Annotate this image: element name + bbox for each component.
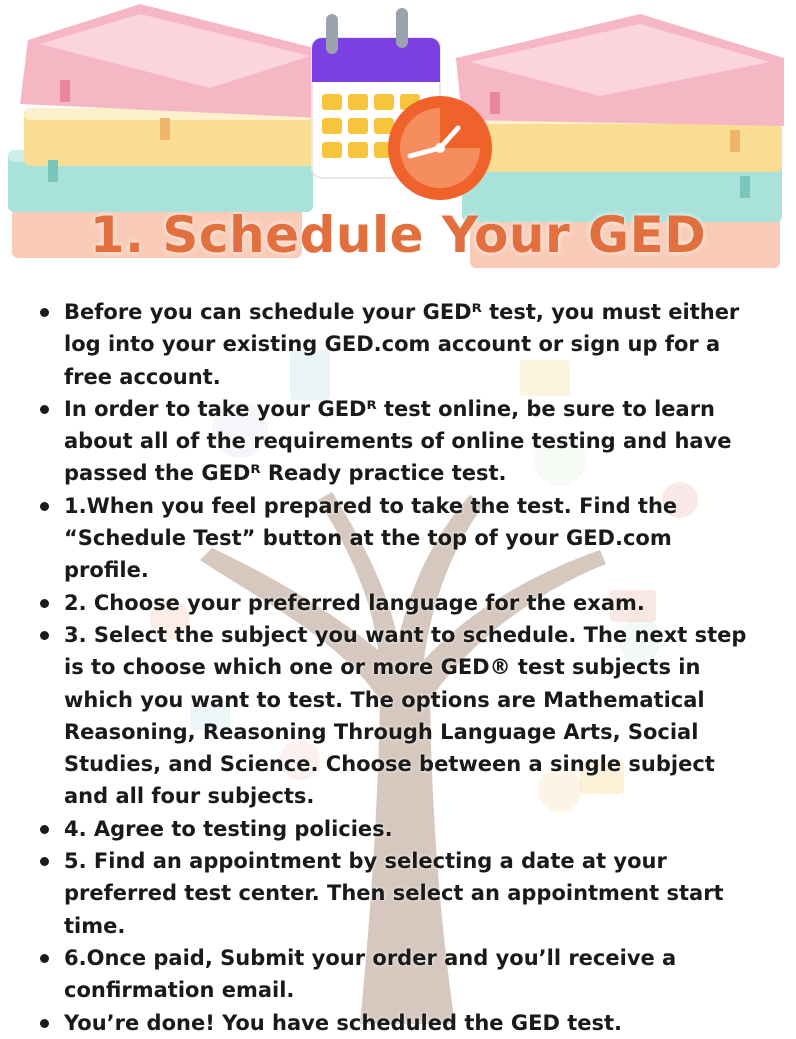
- page-title: 1. Schedule Your GED: [89, 206, 707, 264]
- list-item: In order to take your GEDᴿ test online, be sure to learn about all of the requirements of online testing and have passed the GEDᴿ Ready practice test.: [34, 393, 754, 490]
- bullet-icon: [40, 308, 49, 317]
- list-item: Before you can schedule your GEDᴿ test, you must either log into your existing GED.com account or sign up for a free account.: [34, 296, 754, 393]
- bullet-icon: [40, 631, 49, 640]
- bullet-icon: [40, 599, 49, 608]
- steps-list: [34, 296, 754, 1039]
- bullet-icon: [40, 1019, 49, 1028]
- bullet-icon: [40, 502, 49, 511]
- bullet-icon: [40, 405, 49, 414]
- list-item: 1.When you feel prepared to take the test. Find the “Schedule Test” button at the top of your GED.com profile.: [34, 490, 754, 587]
- list-item: 2. Choose your preferred language for the exam.: [34, 587, 754, 619]
- bullet-icon: [40, 857, 49, 866]
- bullet-icon: [40, 954, 49, 963]
- list-item: 4. Agree to testing policies.: [34, 813, 754, 845]
- clock-icon: [388, 96, 492, 200]
- bullet-icon: [40, 825, 49, 834]
- list-item: You’re done! You have scheduled the GED test.: [34, 1007, 754, 1039]
- list-item: 6.Once paid, Submit your order and you’ll receive a confirmation email.: [34, 942, 754, 1007]
- list-item: 3. Select the subject you want to schedule. The next step is to choose which one or more GED® test subjects in which you want to test. The options are Mathematical Reasoning, Reasoning Through Language Arts, Social Studies, and Science. Choose between a single subject and all four subjects.: [34, 619, 754, 813]
- list-item: 5. Find an appointment by selecting a date at your preferred test center. Then select an appointment start time.: [34, 845, 754, 942]
